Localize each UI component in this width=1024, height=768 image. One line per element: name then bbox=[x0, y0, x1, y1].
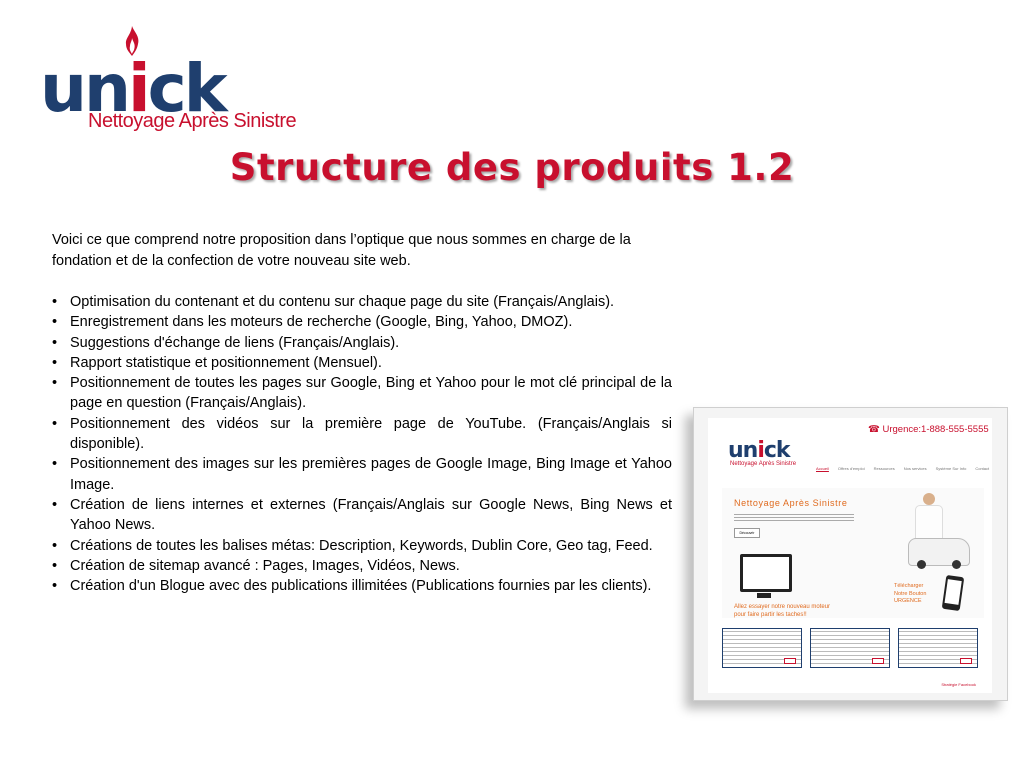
mockup-van-wheel bbox=[952, 560, 961, 569]
mockup-van-image bbox=[908, 538, 970, 566]
logo-word-i: i bbox=[127, 50, 148, 127]
mockup-nav-item: Ressources bbox=[873, 466, 895, 471]
mockup-footer-text: Stratégie Facebook bbox=[941, 682, 976, 687]
mockup-monitor-icon bbox=[740, 554, 792, 592]
mockup-nav-item: Accueil bbox=[816, 466, 829, 471]
mockup-nav bbox=[816, 466, 989, 471]
list-item: • Création de liens internes et externes (Français/Anglais sur Google News, Bing News et Yahoo News. bbox=[52, 495, 672, 536]
list-item: • Positionnement des vidéos sur la première page de YouTube. (Français/Anglais si disponible). bbox=[52, 414, 672, 455]
mockup-content-box bbox=[722, 628, 802, 668]
mockup-side-line: Télécharger bbox=[894, 583, 924, 589]
logo-word-end: ck bbox=[147, 50, 225, 127]
mockup-tagline: Nettoyage Après Sinistre bbox=[730, 461, 797, 467]
slide-title: Structure des produits 1.2 bbox=[229, 146, 795, 189]
mockup-side-line: URGENCE bbox=[894, 598, 922, 604]
list-item: • Positionnement des images sur les premières pages de Google Image, Bing Image et Yahoo Image. bbox=[52, 454, 672, 495]
mockup-urgence-text: Urgence:1-888-555-5555 bbox=[882, 424, 989, 435]
company-logo bbox=[40, 26, 320, 136]
mockup-content-box bbox=[810, 628, 890, 668]
mockup-nav-item: Nos services bbox=[903, 466, 927, 471]
mockup-hero-button: Découvrir bbox=[734, 528, 760, 538]
mockup-urgence-phone: ☎ Urgence:1-888-555-5555 bbox=[868, 424, 989, 435]
feature-list bbox=[52, 292, 672, 596]
mockup-hero-text bbox=[734, 514, 854, 522]
mockup-ad-text bbox=[734, 603, 830, 619]
mockup-person-image bbox=[915, 493, 941, 543]
mockup-ad-line: pour faire partir les taches!! bbox=[734, 612, 807, 618]
list-item: • Créations de toutes les balises métas: Description, Keywords, Dublin Core, Geo tag, Feed. bbox=[52, 536, 672, 556]
mockup-box-button bbox=[784, 658, 796, 664]
mockup-ad-line: Allez essayer notre nouveau moteur bbox=[734, 604, 831, 610]
mockup-logo bbox=[728, 440, 790, 462]
logo-tagline: Nettoyage Après Sinistre bbox=[88, 110, 297, 132]
logo-word-start: un bbox=[40, 50, 128, 127]
website-mockup-image bbox=[693, 407, 1008, 701]
list-item: • Création de sitemap avancé : Pages, Images, Vidéos, News. bbox=[52, 556, 672, 576]
intro-paragraph: Voici ce que comprend notre proposition dans l’optique que nous sommes en charge de la fondation et de la confection de votre nouveau site web. bbox=[52, 232, 631, 269]
mockup-nav-item: Système Sur Info bbox=[935, 466, 967, 471]
mockup-logo-end: ck bbox=[763, 438, 790, 463]
mockup-nav-item: Contact bbox=[975, 466, 990, 471]
list-item: • Suggestions d'échange de liens (Français/Anglais). bbox=[52, 333, 672, 353]
mockup-page bbox=[708, 418, 992, 693]
mockup-box-button bbox=[872, 658, 884, 664]
mockup-content-box bbox=[898, 628, 978, 668]
mockup-person-head bbox=[923, 493, 935, 505]
list-item: • Enregistrement dans les moteurs de recherche (Google, Bing, Yahoo, DMOZ). bbox=[52, 312, 672, 332]
list-item: • Positionnement de toutes les pages sur Google, Bing et Yahoo pour le mot clé principal de la page en question (Français/Anglais). bbox=[52, 373, 672, 414]
mockup-logo-i: i bbox=[757, 438, 764, 463]
mockup-side-line: Notre Bouton bbox=[894, 590, 927, 597]
list-item: • Création d'un Blogue avec des publications illimitées (Publications fournies par les clients). bbox=[52, 576, 672, 596]
mockup-van-wheel bbox=[917, 560, 926, 569]
mockup-box-button bbox=[960, 658, 972, 664]
list-item: • Rapport statistique et positionnement (Mensuel). bbox=[52, 353, 672, 373]
mockup-download-text bbox=[894, 583, 926, 606]
mockup-hero-title: Nettoyage Après Sinistre bbox=[734, 498, 848, 508]
mockup-nav-item: Offres d'emploi bbox=[837, 466, 865, 471]
list-item: • Optimisation du contenant et du contenu sur chaque page du site (Français/Anglais). bbox=[52, 292, 672, 312]
mockup-logo-start: un bbox=[728, 438, 758, 463]
